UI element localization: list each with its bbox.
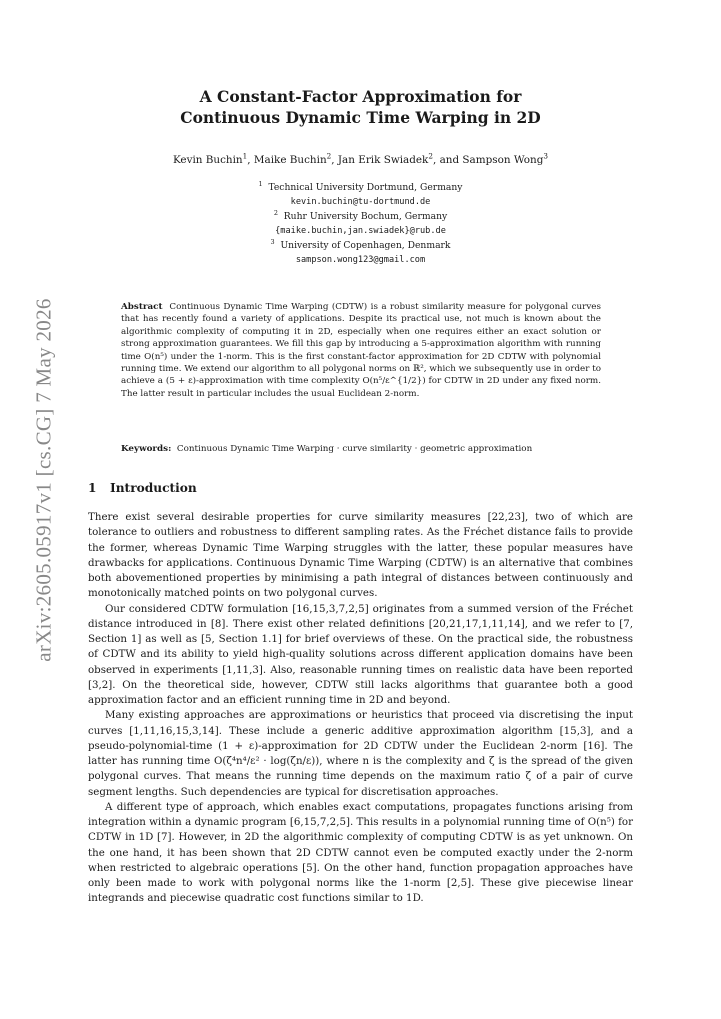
section-number: 1 (88, 481, 97, 495)
author-name: Kevin Buchin (172, 154, 243, 166)
author-name: Sampson Wong (462, 154, 544, 166)
affiliation-mark: 1 (258, 179, 263, 188)
author-name: Jan Erik Swiadek (337, 154, 429, 166)
paper-title (88, 86, 633, 128)
keywords (121, 444, 601, 454)
author-affiliation-mark: 2 (326, 151, 332, 161)
affiliation-institution: $^3$ University of Copenhagen, Denmark (270, 237, 451, 251)
abstract-text: Continuous Dynamic Time Warping (CDTW) is a robust similarity measure for polygonal curves that has recently found a variety of applications. Despite its practical use, not much is known about the algorithmic complexity of computing it in 2D, especially when one requires either an exact solution or strong approximation guarantees. We fill this gap by introducing a 5-approximation algorithm with running time O(n⁵) under the 1-norm. This is the first constant-factor approximation for 2D CDTW with polynomial running time. We extend our algorithm to all polygonal norms on ℝ², which we subsequently use in order to achieve a (5 + ε)-approximation with time complexity O(n⁵/ε^{1/2}) for CDTW in 2D under any fixed norm. The latter result in particular includes the usual Euclidean 2-norm. (121, 302, 601, 399)
section-title: Introduction (110, 481, 197, 495)
author-affiliation-mark: 1 (242, 151, 248, 161)
section-heading (88, 481, 197, 495)
keywords-label: Keywords: (121, 444, 172, 454)
author-separator: , (247, 154, 254, 166)
title-line-1: A Constant-Factor Approximation for (199, 87, 522, 106)
body-text (88, 510, 633, 907)
affiliation-institution: $^2$ Ruhr University Bochum, Germany (273, 208, 448, 222)
affiliation-email: {maike.buchin,jan.swiadek}@rub.de (275, 226, 446, 237)
abstract-label: Abstract (121, 302, 163, 312)
affiliation-mark: 3 (270, 237, 275, 246)
author-affiliation-mark: 2 (428, 151, 433, 161)
paragraph: A different type of approach, which enables exact computations, propagates functions arising from integration within a dynamic program [6,15,7,2,5]. This results in a polynomial running time of O(n⁵) for CDTW in 1D [7]. However, in 2D the algorithmic complexity of computing CDTW is as yet unknown. On the one hand, it has been shown that 2D CDTW cannot even be computed exactly under the 2-norm when restricted to algebraic operations [5]. On the other hand, function propagation approaches have only been made to work with polygonal norms like the 1-norm [2,5]. These give piecewise linear integrands and piecewise quadratic cost functions similar to 1D. (88, 800, 633, 905)
affiliation-email: kevin.buchin@tu-dortmund.de (290, 197, 431, 208)
author-separator: , (331, 154, 338, 166)
title-line-2: Continuous Dynamic Time Warping in 2D (180, 108, 541, 127)
paragraph: Our considered CDTW formulation [16,15,3,7,2,5] originates from a summed version of the Fréchet distance introduced in [8]. There exist other related definitions [20,21,17,1,11,14], and we refer to [7, Section 1] as well as [5, Section 1.1] for brief overviews of these. On the practical side, the robustness of CDTW and its ability to yield high-quality solutions across different application domains have been observed in experiments [1,11,3]. Also, reasonable running times on realistic data have been reported [3,2]. On the theoretical side, however, CDTW still lacks algorithms that guarantee both a good approximation factor and an efficient running time in 2D and beyond. (88, 602, 633, 706)
author-name: Maike Buchin (253, 154, 327, 166)
affiliation-list (88, 181, 633, 267)
arxiv-stamp: arXiv:2605.05917v1 [cs.CG] 7 May 2026 (31, 298, 56, 662)
author-affiliation-mark: 3 (543, 151, 549, 161)
author-separator: , and (432, 154, 463, 166)
abstract (121, 301, 601, 400)
affiliation-mark: 2 (273, 208, 278, 217)
paragraph: Many existing approaches are approximations or heuristics that proceed via discretising the input curves [1,11,16,15,3,14]. These include a generic additive approximation algorithm [15,3], and a pseudo-polynomial-time (1 + ε)-approximation for 2D CDTW under the Euclidean 2-norm [16]. The latter has running time O(ζ⁴n⁴/ε² · log(ζn/ε)), where n is the complexity and ζ is the spread of the given polygonal curves. That means the running time depends on the maximum ratio ζ of a pair of curve segment lengths. Such dependencies are typical for discretisation approaches. (88, 709, 633, 798)
paragraph: There exist several desirable properties for curve similarity measures [22,23], two of which are tolerance to outliers and robustness to different sampling rates. As the Fréchet distance fails to provide the former, whereas Dynamic Time Warping struggles with the latter, these popular measures have drawbacks for applications. Continuous Dynamic Time Warping (CDTW) is an alternative that combines both abovementioned properties by minimising a path integral of distances between continuously and monotonically matched points on two polygonal curves. (88, 511, 633, 600)
affiliation-institution: $^1$ Technical University Dortmund, Germany (258, 179, 463, 193)
affiliation-email: sampson.wong123@gmail.com (295, 255, 426, 266)
keywords-text: Continuous Dynamic Time Warping · curve similarity · geometric approximation (176, 444, 533, 454)
author-list (88, 151, 633, 166)
